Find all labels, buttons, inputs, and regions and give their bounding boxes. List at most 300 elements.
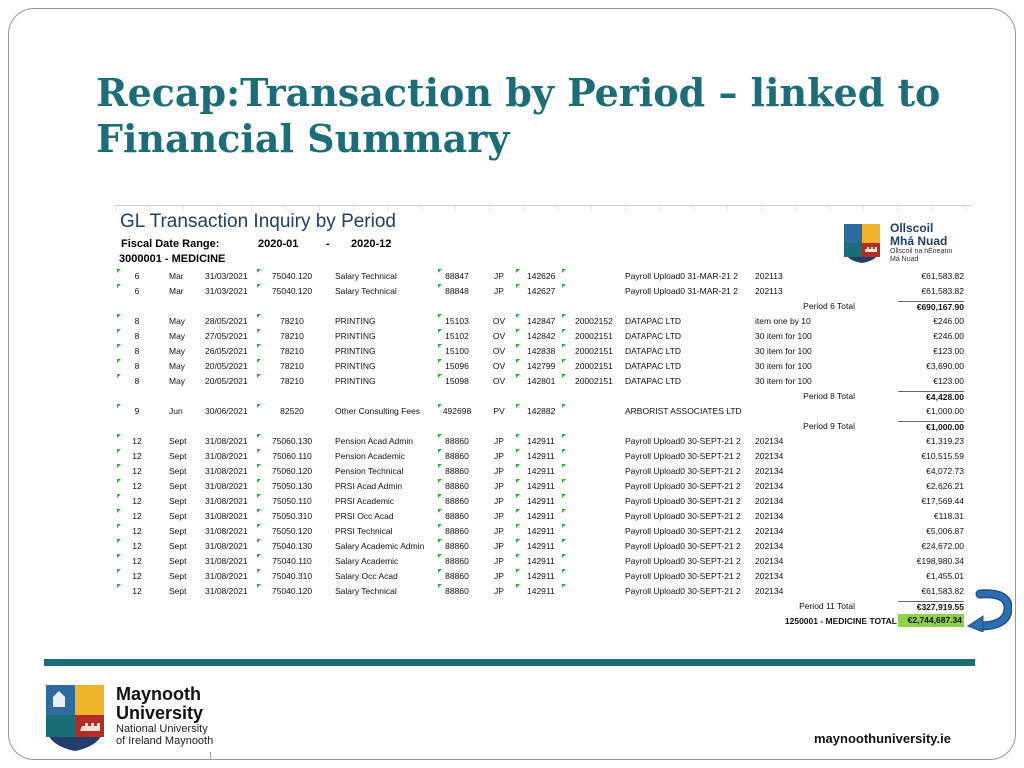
ollscoil-logo-subtitle: [890, 248, 952, 264]
cell-flag-marker: [117, 284, 121, 288]
cell-date: 31/03/2021: [205, 271, 248, 281]
cell-doc: 15102: [445, 331, 469, 341]
cell-flag-marker: [117, 359, 121, 363]
maynooth-name: [116, 685, 203, 723]
table-row: [115, 509, 972, 524]
ollscoil-name-line-1: Ollscoil: [890, 221, 934, 235]
cell-amount: €123.00: [933, 376, 964, 386]
cell-doc: 15096: [445, 361, 469, 371]
cell-amount: €2,626.21: [926, 481, 964, 491]
cell-ext: 202134: [755, 586, 784, 596]
cell-src: JP: [494, 286, 504, 296]
cell-amount: €5,006.87: [926, 526, 964, 536]
cell-period: 12: [132, 451, 142, 461]
slide-title-line-1: Recap:Transaction by Period – linked to: [96, 70, 941, 115]
cell-amount: €17,569.44: [921, 496, 964, 506]
cell-vendor: Payroll Upload0 30-SEPT-21 2: [625, 466, 741, 476]
cell-account: 78210: [280, 331, 304, 341]
cell-src: JP: [494, 496, 504, 506]
cell-po: 20002152: [575, 316, 613, 326]
cell-account: 75040.310: [271, 571, 313, 581]
footer-divider: [44, 659, 975, 666]
cell-desc: Salary Technical: [335, 271, 397, 281]
cell-vendor: Payroll Upload0 30-SEPT-21 2: [625, 496, 741, 506]
footer-url: maynoothuniversity.ie: [814, 731, 952, 746]
cell-date: 20/05/2021: [205, 361, 248, 371]
transaction-table: [115, 269, 972, 629]
cell-vendor: DATAPAC LTD: [625, 331, 682, 341]
cell-flag-marker: [117, 329, 121, 333]
cell-period: 8: [134, 361, 140, 371]
cell-date: 31/08/2021: [205, 496, 248, 506]
period-total-label: Period 9 Total: [803, 421, 855, 431]
cell-flag-marker: [516, 524, 520, 528]
cell-month: Sept: [169, 481, 187, 491]
cell-ref: 142801: [527, 376, 556, 386]
cell-po: 20002151: [575, 376, 613, 386]
cell-month: Jun: [169, 406, 183, 416]
cell-flag-marker: [117, 584, 121, 588]
cell-ext: 202134: [755, 481, 784, 491]
cell-flag-marker: [117, 404, 121, 408]
cell-account: 75050.130: [271, 481, 313, 491]
cell-flag-marker: [117, 539, 121, 543]
table-row: [115, 584, 972, 599]
cell-amount: €1,000.00: [926, 406, 964, 416]
table-row: [115, 449, 972, 464]
fiscal-range-label: Fiscal Date Range:: [121, 238, 220, 250]
table-row: [115, 464, 972, 479]
cell-flag-marker: [516, 284, 520, 288]
cell-period: 12: [132, 556, 142, 566]
cell-src: JP: [494, 541, 504, 551]
cell-flag-marker: [117, 269, 121, 273]
table-row: [115, 374, 972, 389]
cell-flag-marker: [117, 479, 121, 483]
cell-flag-marker: [117, 569, 121, 573]
cell-desc: Salary Academic: [335, 556, 399, 566]
cell-date: 31/08/2021: [205, 466, 248, 476]
cell-flag-marker: [117, 314, 121, 318]
cell-vendor: Payroll Upload0 30-SEPT-21 2: [625, 511, 741, 521]
maynooth-sub-line-1: National University: [116, 723, 208, 735]
cell-ref: 142911: [527, 466, 555, 476]
cell-src: JP: [494, 586, 504, 596]
cell-date: 31/03/2021: [205, 286, 248, 296]
cell-doc: 88860: [445, 436, 469, 446]
table-row: [115, 404, 972, 419]
cell-po: 20002151: [575, 346, 613, 356]
cell-date: 31/08/2021: [205, 541, 248, 551]
report-title: GL Transaction Inquiry by Period: [120, 211, 396, 232]
cell-flag-marker: [516, 374, 520, 378]
cell-ext: 202134: [755, 466, 784, 476]
cell-desc: PRINTING: [335, 331, 376, 341]
cell-doc: 88860: [445, 541, 469, 551]
period-total-row: [115, 299, 972, 314]
cell-period: 8: [134, 346, 140, 356]
cell-src: JP: [494, 436, 504, 446]
cell-ref: 142911: [527, 586, 555, 596]
cell-doc: 88860: [445, 451, 469, 461]
cell-flag-marker: [516, 404, 520, 408]
cell-doc: 15103: [445, 316, 469, 326]
cell-period: 12: [132, 541, 142, 551]
cell-month: Sept: [169, 436, 187, 446]
cell-amount: €246.00: [933, 331, 964, 341]
cell-date: 31/08/2021: [205, 511, 248, 521]
cell-doc: 88860: [445, 526, 469, 536]
cell-flag-marker: [516, 449, 520, 453]
cell-period: 12: [132, 571, 142, 581]
cell-month: Sept: [169, 466, 187, 476]
cell-month: May: [169, 376, 186, 386]
cell-doc: 492698: [442, 406, 472, 416]
cell-src: JP: [494, 511, 504, 521]
cell-vendor: DATAPAC LTD: [625, 316, 682, 326]
cell-src: JP: [494, 451, 504, 461]
period-total-amount: €690,167.90: [898, 301, 964, 313]
cell-doc: 88860: [445, 511, 469, 521]
cell-src: JP: [494, 466, 504, 476]
cell-flag-marker: [117, 554, 121, 558]
cell-flag-marker: [117, 344, 121, 348]
period-total-row: [115, 389, 972, 404]
cell-amount: €198,980.34: [916, 556, 964, 566]
cell-ref: 142911: [527, 526, 555, 536]
cell-desc: PRSI Technical: [335, 526, 393, 536]
table-row: [115, 494, 972, 509]
cell-doc: 88860: [445, 466, 469, 476]
cell-period: 6: [134, 286, 140, 296]
cell-account: 75060.110: [272, 451, 312, 461]
cell-date: 31/08/2021: [205, 481, 248, 491]
cell-date: 26/05/2021: [205, 346, 248, 356]
cell-ref: 142911: [527, 571, 555, 581]
cell-date: 30/06/2021: [205, 406, 248, 416]
cell-date: 31/08/2021: [205, 436, 248, 446]
cell-doc: 88860: [445, 571, 469, 581]
cell-period: 12: [132, 466, 142, 476]
cell-src: OV: [492, 316, 506, 326]
cell-flag-marker: [516, 329, 520, 333]
grand-total-row: [115, 614, 972, 629]
cell-amount: €10,515.59: [921, 451, 964, 461]
cell-vendor: Payroll Upload0 30-SEPT-21 2: [625, 526, 741, 536]
cell-desc: Pension Technical: [335, 466, 404, 476]
period-total-row: [115, 419, 972, 434]
cell-period: 12: [132, 526, 142, 536]
cell-src: JP: [494, 556, 504, 566]
cell-desc: Salary Academic Admin: [335, 541, 425, 551]
cell-flag-marker: [117, 464, 121, 468]
cell-month: Sept: [169, 511, 187, 521]
cell-period: 12: [132, 496, 142, 506]
cell-ext: 202134: [755, 496, 784, 506]
cell-doc: 15098: [445, 376, 469, 386]
ollscoil-logo-name: [890, 222, 947, 248]
cell-flag-marker: [516, 464, 520, 468]
cell-period: 12: [132, 481, 142, 491]
cell-date: 27/05/2021: [205, 331, 248, 341]
cell-account: 75040.130: [271, 541, 313, 551]
cell-month: Sept: [169, 451, 187, 461]
cell-desc: Salary Occ Acad: [335, 571, 398, 581]
cell-date: 20/05/2021: [205, 376, 248, 386]
cell-ref: 142911: [527, 541, 555, 551]
cell-period: 8: [134, 376, 140, 386]
cell-period: 12: [132, 436, 142, 446]
cell-ref: 142838: [527, 346, 556, 356]
cell-desc: Pension Acad Admin: [335, 436, 413, 446]
table-row: [115, 344, 972, 359]
cell-src: JP: [494, 526, 504, 536]
table-row: [115, 539, 972, 554]
slide-title: [96, 70, 956, 162]
cell-date: 31/08/2021: [205, 571, 248, 581]
cell-date: 31/08/2021: [205, 586, 248, 596]
cell-vendor: Payroll Upload0 30-SEPT-21 2: [625, 541, 741, 551]
cell-desc: Salary Technical: [335, 286, 397, 296]
curved-arrow-icon: [966, 588, 1012, 632]
cell-ref: 142911: [527, 481, 555, 491]
cell-desc: Other Consulting Fees: [335, 406, 421, 416]
cell-doc: 88847: [445, 271, 469, 281]
cell-vendor: DATAPAC LTD: [625, 346, 682, 356]
cell-flag-marker: [516, 509, 520, 513]
cell-flag-marker: [117, 434, 121, 438]
period-total-amount: €327,919.55: [898, 601, 964, 613]
cell-amount: €61,583.82: [921, 286, 964, 296]
cell-month: Sept: [169, 541, 187, 551]
cell-account: 75060.120: [271, 466, 313, 476]
cell-ext: item one by 10: [755, 316, 811, 326]
cell-ext: 202134: [755, 511, 784, 521]
cell-month: Sept: [169, 586, 187, 596]
cell-vendor: Payroll Upload0 30-SEPT-21 2: [625, 481, 741, 491]
maynooth-name-line-1: Maynooth: [116, 684, 201, 704]
department-heading: 3000001 - MEDICINE: [119, 253, 226, 265]
fiscal-range-to: 2020-12: [351, 238, 392, 250]
cell-src: JP: [494, 271, 504, 281]
cell-doc: 15100: [445, 346, 469, 356]
cell-po: 20002151: [575, 361, 613, 371]
cell-flag-marker: [516, 359, 520, 363]
cell-date: 31/08/2021: [205, 526, 248, 536]
cell-account: 75040.120: [271, 586, 313, 596]
slide-title-line-2: Financial Summary: [96, 116, 510, 161]
cell-ref: 142911: [527, 436, 555, 446]
cell-ext: 202134: [755, 436, 784, 446]
cell-doc: 88860: [445, 556, 469, 566]
cell-month: Sept: [169, 571, 187, 581]
cell-ext: 202113: [755, 286, 783, 296]
report-screenshot: [115, 205, 972, 640]
cell-amount: €4,072.73: [926, 466, 964, 476]
cell-flag-marker: [516, 554, 520, 558]
table-row: [115, 554, 972, 569]
cell-flag-marker: [516, 314, 520, 318]
table-row: [115, 314, 972, 329]
cell-month: May: [169, 346, 186, 356]
cell-src: OV: [492, 346, 506, 356]
cell-ext: 202134: [755, 541, 784, 551]
cell-desc: Salary Technical: [335, 586, 397, 596]
cell-amount: €123.00: [933, 346, 964, 356]
cell-doc: 88860: [445, 481, 469, 491]
maynooth-logo: [44, 683, 244, 753]
cell-account: 75050.120: [271, 526, 313, 536]
cell-month: Sept: [169, 496, 187, 506]
cell-ext: 202134: [755, 526, 784, 536]
cell-ref: 142799: [527, 361, 556, 371]
fiscal-range-separator: -: [326, 238, 330, 250]
fiscal-range-from: 2020-01: [258, 238, 299, 250]
cell-month: Sept: [169, 556, 187, 566]
maynooth-sub-line-2: of Ireland Maynooth: [116, 735, 214, 747]
cell-ext: 30 item for 100: [755, 331, 812, 341]
maynooth-subtitle: [116, 723, 213, 747]
cell-ref: 142911: [527, 451, 555, 461]
ollscoil-logo: [842, 220, 972, 266]
cell-vendor: Payroll Upload0 30-SEPT-21 2: [625, 571, 741, 581]
table-row: [115, 269, 972, 284]
cell-period: 8: [134, 331, 140, 341]
cell-amount: €24,672.00: [921, 541, 964, 551]
cell-month: Mar: [169, 271, 184, 281]
ollscoil-name-line-2: Mhá Nuad: [890, 234, 948, 248]
cell-month: Sept: [169, 526, 187, 536]
cell-amount: €1,319.23: [926, 436, 964, 446]
table-row: [115, 434, 972, 449]
cell-vendor: Payroll Upload0 30-SEPT-21 2: [625, 451, 741, 461]
cell-src: JP: [494, 481, 504, 491]
cell-account: 75040.120: [271, 286, 313, 296]
cell-vendor: Payroll Upload0 30-SEPT-21 2: [625, 586, 741, 596]
cell-vendor: ARBORIST ASSOCIATES LTD: [625, 406, 742, 416]
cell-ref: 142626: [527, 271, 556, 281]
cell-period: 12: [132, 511, 142, 521]
cell-flag-marker: [516, 584, 520, 588]
cell-flag-marker: [516, 479, 520, 483]
cell-flag-marker: [117, 524, 121, 528]
cell-po: 20002151: [575, 331, 613, 341]
cell-flag-marker: [117, 494, 121, 498]
cell-account: 75060.130: [271, 436, 313, 446]
grand-total-amount: €2,744,687.34: [898, 614, 964, 627]
cell-flag-marker: [117, 374, 121, 378]
cell-ref: 142911: [527, 496, 555, 506]
cell-account: 75050.110: [272, 496, 312, 506]
cell-desc: PRINTING: [335, 316, 376, 326]
table-row: [115, 329, 972, 344]
cell-flag-marker: [516, 569, 520, 573]
table-row: [115, 569, 972, 584]
cell-account: 82520: [280, 406, 304, 416]
cell-desc: PRSI Academic: [335, 496, 395, 506]
cell-account: 78210: [280, 376, 304, 386]
cell-period: 9: [134, 406, 140, 416]
cell-ext: 202134: [755, 571, 784, 581]
cell-flag-marker: [516, 539, 520, 543]
cell-account: 78210: [280, 361, 304, 371]
cell-src: JP: [494, 571, 504, 581]
cell-ext: 30 item for 100: [755, 346, 812, 356]
cell-flag-marker: [516, 269, 520, 273]
cell-amount: €1,455.01: [926, 571, 964, 581]
ollscoil-sub-line-2: Má Nuad: [890, 256, 919, 263]
cell-amount: €61,583.82: [921, 586, 964, 596]
cell-ref: 142847: [527, 316, 556, 326]
cell-doc: 88848: [445, 286, 469, 296]
cell-vendor: DATAPAC LTD: [625, 361, 682, 371]
cell-month: May: [169, 361, 186, 371]
cell-month: Mar: [169, 286, 184, 296]
cell-src: OV: [492, 331, 506, 341]
period-total-amount: €1,000.00: [898, 421, 964, 433]
cell-amount: €118.31: [933, 511, 964, 521]
cell-account: 75050.310: [271, 511, 313, 521]
grand-total-label: 1250001 - MEDICINE TOTAL: [784, 616, 897, 626]
cell-desc: PRINTING: [335, 361, 376, 371]
cell-flag-marker: [117, 509, 121, 513]
cell-ext: 202134: [755, 556, 784, 566]
cell-desc: PRINTING: [335, 376, 376, 386]
cell-period: 12: [132, 586, 142, 596]
cell-src: OV: [492, 361, 506, 371]
period-total-label: Period 8 Total: [803, 391, 855, 401]
cell-amount: €246.00: [933, 316, 964, 326]
cell-ref: 142911: [527, 556, 555, 566]
cell-ext: 202134: [755, 451, 784, 461]
period-total-row: [115, 599, 972, 614]
cell-desc: PRINTING: [335, 346, 376, 356]
cell-account: 75040.120: [271, 271, 313, 281]
cell-ext: 30 item for 100: [755, 376, 812, 386]
cell-amount: €61,583.82: [921, 271, 964, 281]
shield-crest-icon: [842, 222, 882, 264]
cell-flag-marker: [516, 494, 520, 498]
period-total-amount: €4,428.00: [898, 391, 964, 403]
cell-vendor: Payroll Upload0 31-MAR-21 2: [625, 271, 738, 281]
cell-desc: PRSI Occ Acad: [335, 511, 394, 521]
cell-amount: €3,690.00: [926, 361, 964, 371]
ollscoil-sub-line-1: Ollscoil na hÉireann: [890, 248, 953, 255]
cell-flag-marker: [117, 449, 121, 453]
cell-flag-marker: [516, 434, 520, 438]
cell-desc: Pension Academic: [335, 451, 405, 461]
cell-month: May: [169, 316, 186, 326]
cell-period: 6: [134, 271, 140, 281]
cell-ref: 142627: [527, 286, 556, 296]
cell-ext: 202113: [755, 271, 783, 281]
cell-ref: 142842: [527, 331, 556, 341]
table-row: [115, 359, 972, 374]
maynooth-name-line-2: University: [116, 703, 204, 723]
cell-vendor: DATAPAC LTD: [625, 376, 682, 386]
period-total-label: Period 11 Total: [799, 601, 855, 611]
cell-ref: 142882: [527, 406, 556, 416]
period-total-label: Period 6 Total: [803, 301, 855, 311]
cell-date: 28/05/2021: [205, 316, 248, 326]
table-row: [115, 284, 972, 299]
cell-flag-marker: [516, 344, 520, 348]
slide-corner-mark: [210, 752, 225, 760]
cell-vendor: Payroll Upload0 31-MAR-21 2: [625, 286, 738, 296]
cell-date: 31/08/2021: [205, 556, 248, 566]
cell-src: PV: [493, 406, 505, 416]
cell-date: 31/08/2021: [205, 451, 248, 461]
